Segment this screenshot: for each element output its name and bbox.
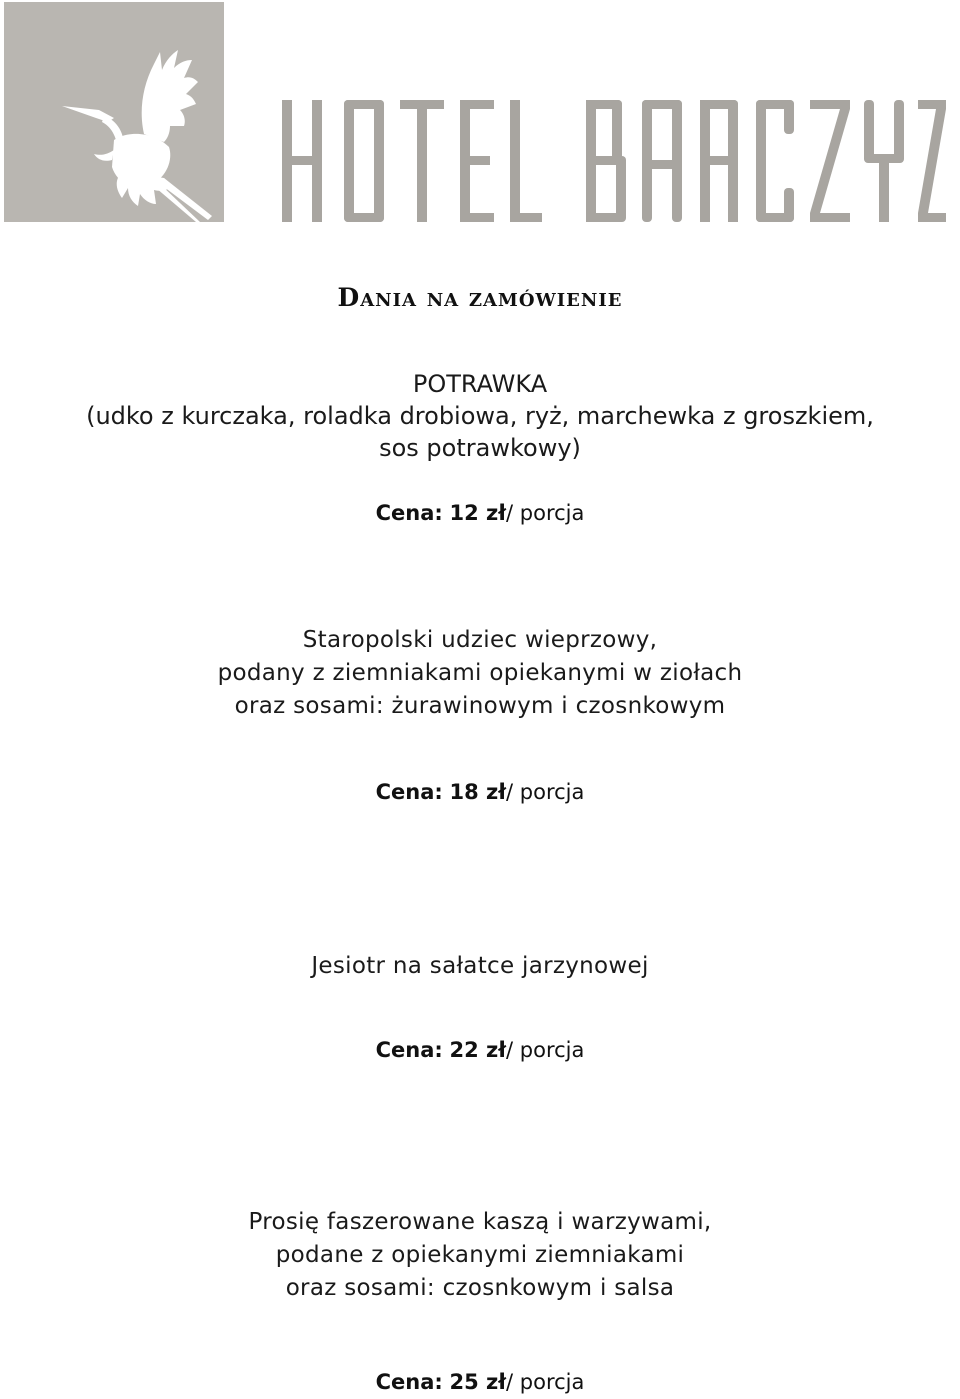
dish-price — [0, 780, 960, 804]
price-label: Cena: — [375, 1038, 443, 1062]
dish-line: (udko z kurczaka, roladka drobiowa, ryż, marchewka z groszkiem, — [86, 402, 874, 430]
dish-line: sos potrawkowy) — [379, 434, 581, 462]
dish-potrawka — [0, 368, 960, 464]
logo — [4, 2, 224, 222]
dish-line: Staropolski udziec wieprzowy, — [302, 627, 658, 653]
dish-line: oraz sosami: czosnkowym i salsa — [285, 1275, 675, 1301]
price-unit: / porcja — [506, 1370, 585, 1394]
price-label: Cena: — [375, 780, 443, 804]
dish-udziec — [0, 624, 960, 723]
dish-price — [0, 1038, 960, 1062]
hotel-wordmark-graphic — [282, 100, 958, 224]
price-unit: / porcja — [506, 1038, 585, 1062]
dish-prosie — [0, 1206, 960, 1305]
dish-line: podany z ziemniakami opiekanymi w ziołach — [217, 660, 743, 686]
price-amount: 25 zł — [449, 1370, 507, 1394]
dish-line: podane z opiekanymi ziemniakami — [275, 1242, 685, 1268]
dish-line: Prosię faszerowane kaszą i warzywami, — [248, 1209, 712, 1235]
price-amount: 12 zł — [449, 501, 507, 525]
price-label: Cena: — [375, 1370, 443, 1394]
price-amount: 18 zł — [449, 780, 507, 804]
dish-price — [0, 501, 960, 525]
dish-price — [0, 1370, 960, 1394]
dish-line: POTRAWKA — [412, 370, 548, 398]
price-label: Cena: — [375, 501, 443, 525]
dish-line: Jesiotr na sałatce jarzynowej — [311, 953, 649, 979]
price-unit: / porcja — [506, 780, 585, 804]
price-amount: 22 zł — [449, 1038, 507, 1062]
dish-line: oraz sosami: żurawinowym i czosnkowym — [234, 693, 726, 719]
hotel-wordmark — [282, 100, 958, 224]
dish-jesiotr — [0, 950, 960, 983]
section-title: Dania na zamówienie — [337, 283, 623, 312]
price-unit: / porcja — [506, 501, 585, 525]
heron-bird-icon — [4, 2, 224, 222]
